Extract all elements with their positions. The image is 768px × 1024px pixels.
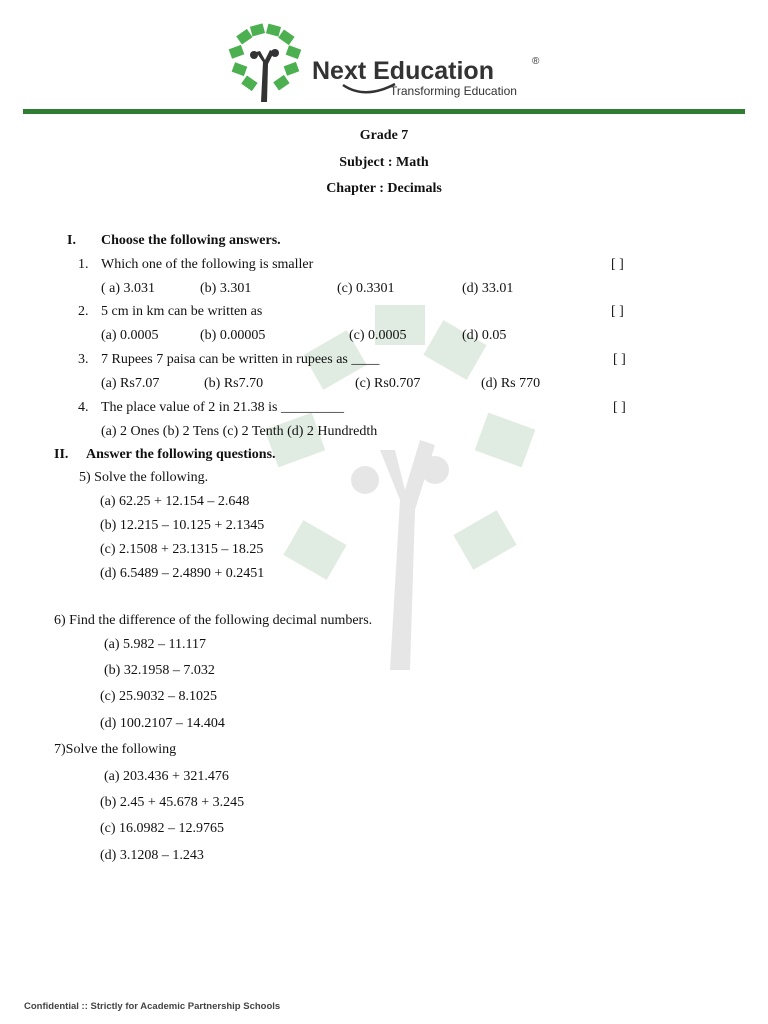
section-2-heading: Answer the following questions. [86,447,276,462]
question-1-option-d: (d) 33.01 [462,281,514,296]
question-2-option-d: (d) 0.05 [462,328,507,343]
header-divider [23,109,745,114]
question-1-option-b: (b) 3.301 [200,281,252,296]
question-1-text: Which one of the following is smaller [101,257,314,272]
question-2-option-b: (b) 0.00005 [200,328,266,343]
section-1-heading: Choose the following answers. [101,233,281,248]
question-5-item-d: (d) 6.5489 – 2.4890 + 0.2451 [100,566,265,581]
question-7-item-a: (a) 203.436 + 321.476 [104,769,229,784]
confidential-footer: Confidential :: Strictly for Academic Partnership Schools [24,1001,281,1012]
question-7-item-b: (b) 2.45 + 45.678 + 3.245 [100,795,245,810]
chapter-title: Chapter : Decimals [326,181,442,196]
question-1-number: 1. [78,257,89,272]
question-6-item-b: (b) 32.1958 – 7.032 [104,663,215,678]
question-5-item-b: (b) 12.215 – 10.125 + 2.1345 [100,518,265,533]
subject-title: Subject : Math [339,155,429,170]
question-1-option-a: ( a) 3.031 [101,281,156,296]
section-1-numeral: I. [67,233,76,248]
question-5-label: 5) Solve the following. [79,470,209,485]
question-5-item-a: (a) 62.25 + 12.154 – 2.648 [100,494,250,509]
question-3-text: 7 Rupees 7 paisa can be written in rupees as ____ [101,352,380,367]
question-4-text: The place value of 2 in 21.38 is _________ [101,400,345,415]
registered-mark: ® [532,56,540,67]
question-1-answer-bracket: [ ] [611,257,624,272]
section-2-numeral: II. [54,447,69,462]
question-7-label: 7)Solve the following [54,742,177,757]
brand-tagline: Transforming Education [390,84,517,98]
question-4-answer-bracket: [ ] [613,400,626,415]
question-6-item-d: (d) 100.2107 – 14.404 [100,716,225,731]
question-3-option-c: (c) Rs0.707 [355,376,421,391]
question-2-option-a: (a) 0.0005 [101,328,159,343]
brand-name: Next Education [312,57,494,85]
question-3-option-d: (d) Rs 770 [481,376,541,391]
question-2-option-c: (c) 0.0005 [349,328,407,343]
question-3-option-a: (a) Rs7.07 [101,376,160,391]
question-6-label: 6) Find the difference of the following decimal numbers. [54,613,373,628]
question-7-item-d: (d) 3.1208 – 1.243 [100,848,204,863]
question-3-answer-bracket: [ ] [613,352,626,367]
question-4-options: (a) 2 Ones (b) 2 Tens (c) 2 Tenth (d) 2 Hundredth [101,424,378,439]
question-2-answer-bracket: [ ] [611,304,624,319]
question-2-text: 5 cm in km can be written as [101,304,263,319]
question-1-option-c: (c) 0.3301 [337,281,395,296]
question-6-item-a: (a) 5.982 – 11.117 [104,637,206,652]
question-7-item-c: (c) 16.0982 – 12.9765 [100,821,225,836]
question-4-number: 4. [78,400,89,415]
question-6-item-c: (c) 25.9032 – 8.1025 [100,689,218,704]
question-3-number: 3. [78,352,89,367]
question-2-number: 2. [78,304,89,319]
question-3-option-b: (b) Rs7.70 [204,376,264,391]
question-5-item-c: (c) 2.1508 + 23.1315 – 18.25 [100,542,264,557]
grade-title: Grade 7 [359,128,409,143]
